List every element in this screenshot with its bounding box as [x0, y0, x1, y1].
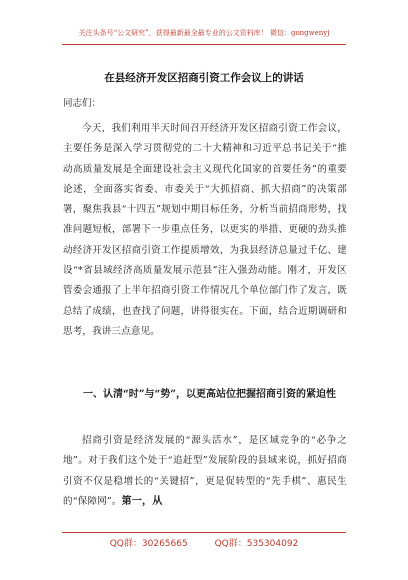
- header-banner: 关注头条号“公文研究”，获得最新最全最专业的公文资料库！ 微信：gongwenyj: [78, 29, 330, 37]
- document-title: 在县经济开发区招商引资工作会议上的讲话: [104, 72, 304, 84]
- footer-divider: [62, 532, 346, 533]
- paragraph-section1: [63, 431, 347, 512]
- footer-qq-group-1: QQ群：30265665: [109, 539, 188, 549]
- paragraph-opening: 今天，我们利用半天时间召开经济开发区招商引资工作会议，主要任务是深入学习贯彻党的二十大精神和习近平总书记关于“推动高质量发展是全面建设社会主义现代化国家的首要任务”的重要论述，全面落实省委、市委关于“大抓招商、抓大招商”的决策部署，聚焦我县“十四五”规划中期目标任务，分析当前招商形势，找准问题短板，部署下一步重点任务，以更实的举措、更硬的劲头推动经济开发区招商引资工作提质增效，为我县经济总量过千亿、建设“*省县域经济高质量发展示范县”注入强劲动能。刚才，开发区管委会通报了上半年招商引资工作情况几个单位部门作了发言，既总结了成绩，也查找了问题，讲得很实在。下面，结合近期调研和思考，我讲三点意见。: [63, 123, 347, 337]
- salutation: 同志们：: [63, 98, 102, 109]
- paragraph-section1-text: 招商引资是经济发展的“源头活水”，是区域竞争的“必争之地”。对于我们这个处于“追赶型”发展阶段的县域来说，抓好招商引资不仅是稳增长的“关键招”，更是促转型的“先手棋”、惠民生的“保障网”。: [63, 435, 347, 507]
- paragraph-section1-bold-lead: 第一，从: [121, 495, 163, 507]
- header-divider: [62, 44, 346, 45]
- footer-contact: [0, 536, 408, 549]
- footer-qq-group-2: QQ群：535304092: [214, 539, 299, 549]
- section-heading-1: 一、认清“时”与“势”，以更高站位把握招商引资的紧迫性: [83, 389, 337, 400]
